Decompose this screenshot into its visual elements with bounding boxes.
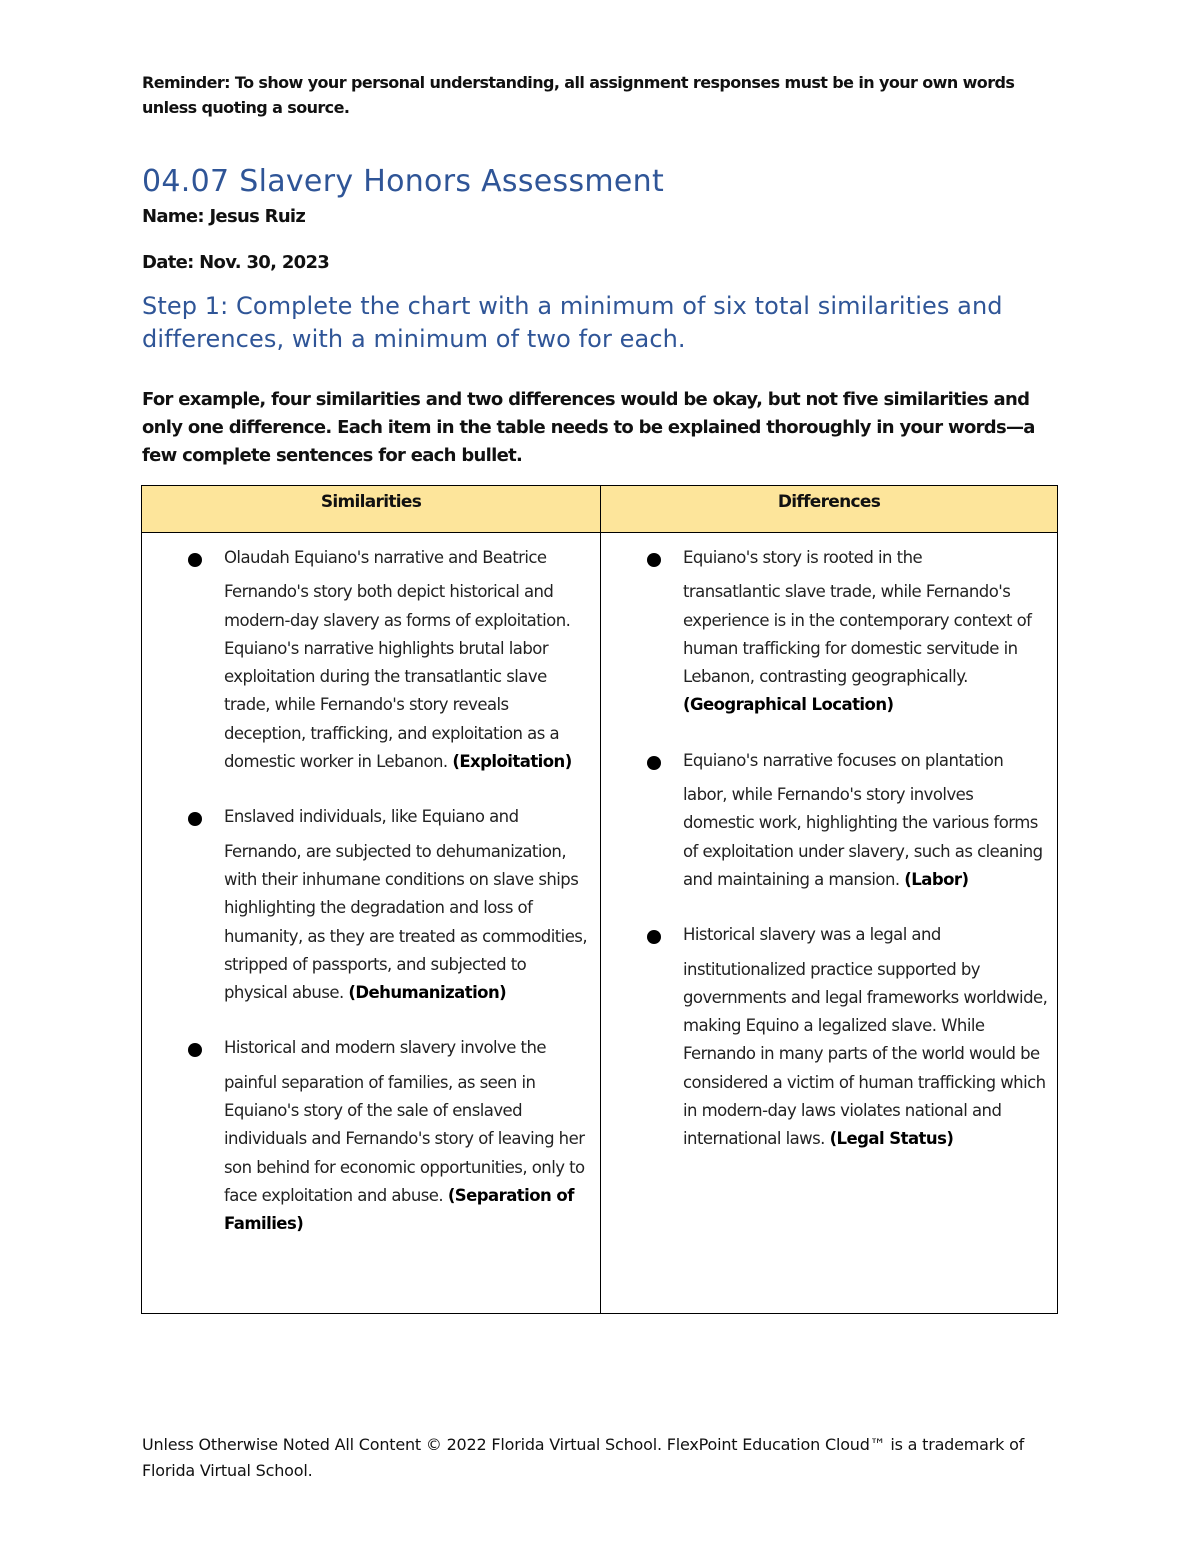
bullet-icon	[188, 1043, 202, 1057]
similarities-header: Similarities	[320, 492, 422, 512]
bullet-tag: (Labor)	[904, 869, 969, 889]
bullet-first-line: Historical slavery was a legal and	[683, 925, 941, 945]
assignment-date: Date: Nov. 30, 2023	[142, 252, 330, 273]
bullet-tag: (Separation of Families)	[224, 1185, 574, 1234]
page-title: 04.07 Slavery Honors Assessment	[142, 164, 665, 199]
bullet-tag: (Exploitation)	[452, 752, 572, 772]
student-name: Name: Jesus Ruiz	[142, 206, 306, 227]
bullet-text: Fernando's story both depict historical and modern-day slavery as forms of exploitation. Equiano's narrative highlights brutal labor exploitation during the transatlantic slave trade, while Fernando's story reveals deception, trafficking, and exploitation as a domestic worker in Lebanon.	[224, 582, 571, 772]
bullet-text: institutionalized practice supported by governments and legal frameworks worldwide, making Equino a legalized slave. While Fernando in many parts of the world would be considered a victim of human trafficking which in modern-day laws violates national and international laws.	[683, 959, 1048, 1149]
copyright-footer: Unless Otherwise Noted All Content © 2022 Florida Virtual School. FlexPoint Education Cloud™ is a trademark of Florida Virtual School.	[142, 1435, 1025, 1480]
bullet-first-line: Enslaved individuals, like Equiano and	[224, 807, 519, 827]
differences-header: Differences	[777, 492, 881, 512]
bullet-text: painful separation of families, as seen in Equiano's story of the sale of enslaved individuals and Fernando's story of leaving her son behind for economic opportunities, only to face exploitation and abuse.	[224, 1072, 585, 1205]
similarity-item	[188, 1034, 592, 1238]
bullet-text: Fernando, are subjected to dehumanization, with their inhumane conditions on slave ships highlighting the degradation and loss of humanity, as they are treated as commodities, stripped of passports, and subjected to physical abuse.	[224, 841, 588, 1003]
difference-item	[647, 544, 1049, 720]
bullet-tag: (Legal Status)	[829, 1129, 954, 1149]
bullet-tag: (Dehumanization)	[348, 983, 507, 1003]
bullet-text: labor, while Fernando's story involves domestic work, highlighting the various forms of exploitation under slavery, such as cleaning and maintaining a mansion.	[683, 785, 1043, 889]
differences-column	[601, 533, 1057, 1181]
step-1-heading: Step 1: Complete the chart with a minimum of six total similarities and differences, with a minimum of two for each.	[142, 292, 1003, 353]
bullet-icon	[647, 756, 661, 770]
bullet-first-line: Olaudah Equiano's narrative and Beatrice	[224, 548, 547, 567]
difference-item	[647, 747, 1049, 894]
bullet-icon	[647, 553, 661, 567]
similarity-item	[188, 803, 592, 1007]
bullet-first-line: Equiano's story is rooted in the	[683, 548, 923, 567]
bullet-first-line: Equiano's narrative focuses on plantation	[683, 750, 1004, 770]
bullet-icon	[188, 812, 202, 826]
instructions-text: For example, four similarities and two differences would be okay, but not five similarities and only one difference. Each item in the table needs to be explained thoroughly in your words—a few complete sentences for each bullet.	[142, 389, 1035, 466]
bullet-icon	[647, 930, 661, 944]
bullet-tag: (Geographical Location)	[683, 695, 894, 715]
similarities-column	[142, 533, 600, 1266]
bullet-icon	[188, 553, 202, 567]
similarity-item	[188, 544, 592, 776]
comparison-chart	[141, 485, 1058, 1314]
difference-item	[647, 921, 1049, 1153]
reminder-text: Reminder: To show your personal understanding, all assignment responses must be in your own words unless quoting a source.	[142, 73, 1015, 117]
bullet-first-line: Historical and modern slavery involve the	[224, 1038, 546, 1058]
bullet-text: transatlantic slave trade, while Fernando's experience is in the contemporary context of human trafficking for domestic servitude in Lebanon, contrasting geographically.	[683, 582, 1032, 687]
